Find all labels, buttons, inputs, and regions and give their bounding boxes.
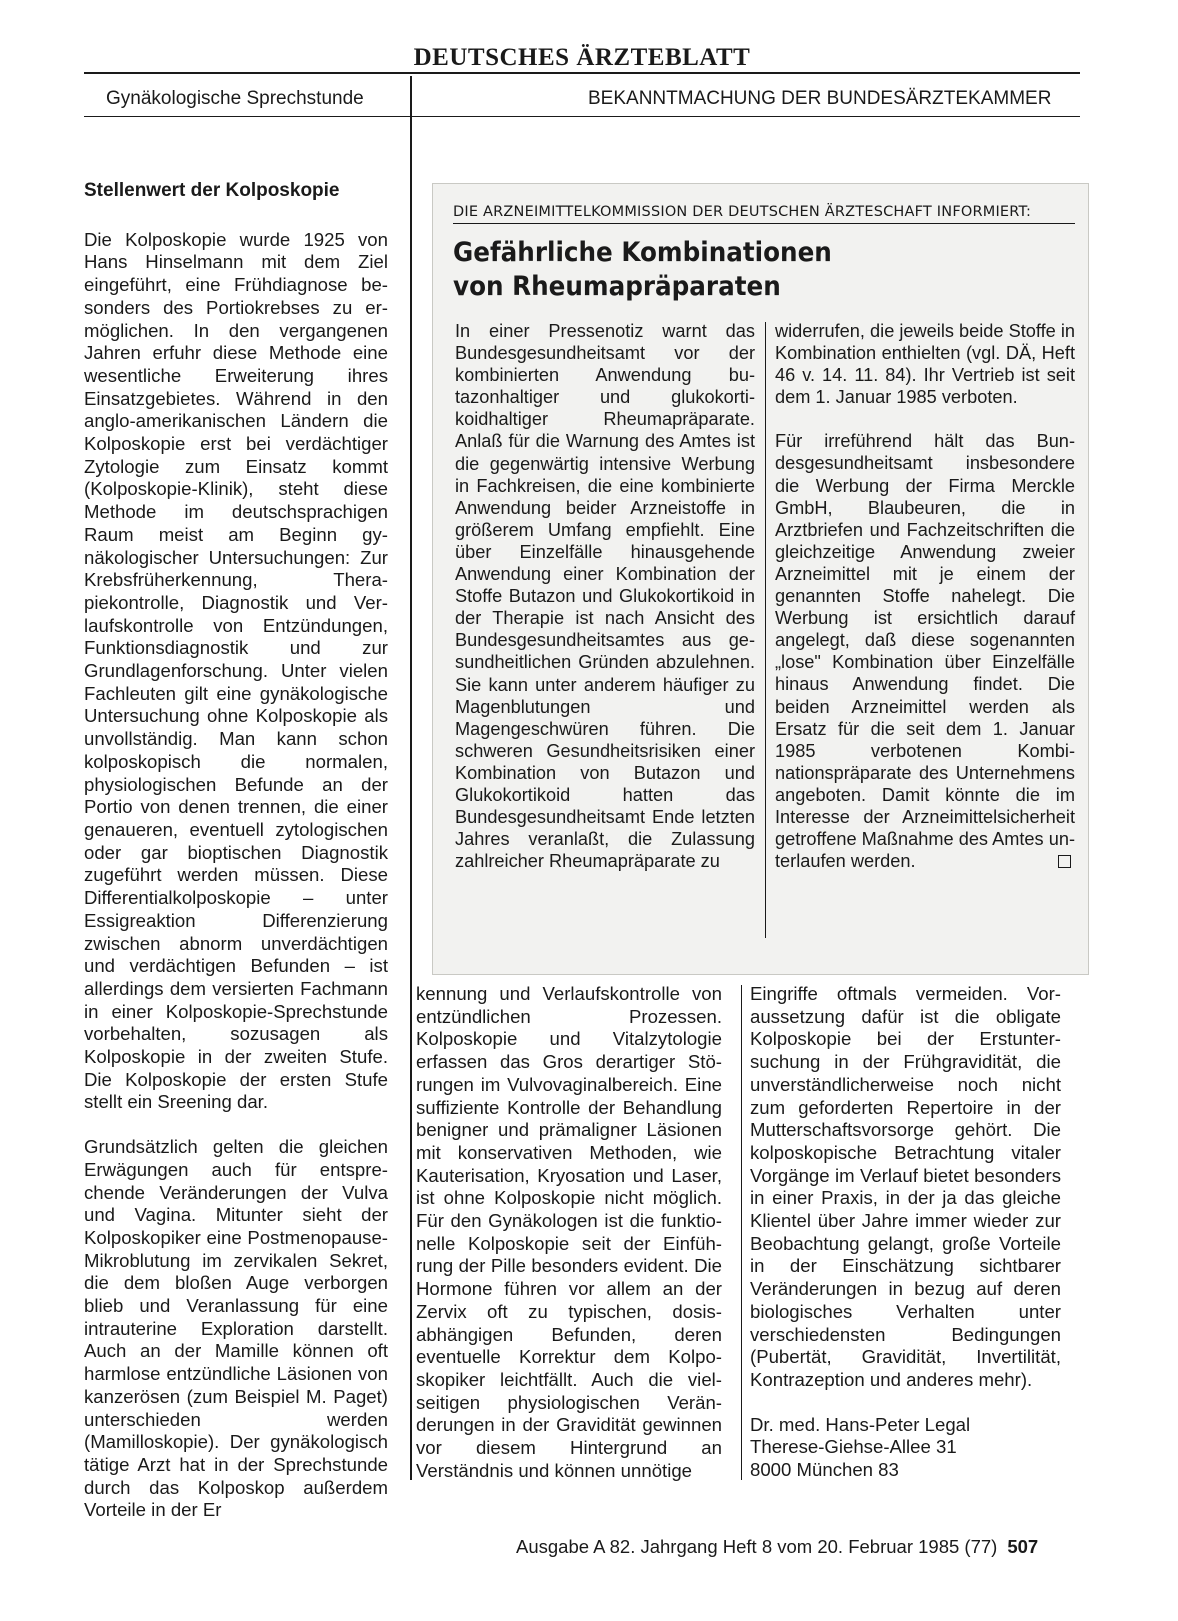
header-rule <box>84 116 1080 117</box>
left-paragraph-1: Die Kolposkopie wurde 1925 von Hans Hinselmann mit dem Ziel eingeführt, eine Frühdiagnose besonders des Portiokrebses zu ermöglichen. In den vergangenen Jahren erfuhr diese Methode eine wesentliche Erweiterung ihres Einsatzgebietes. Während in den anglo-amerikanischen Ländern die Kolposkopie erst bei verdächtiger Zytologie zum Einsatz kommt (Kolposkopie-Klinik), steht diese Methode im deutschsprachigen Raum meist am Beginn gynäkologischer Untersuchungen: Zur Krebsfrüherkennung, Therapiekontrolle, Diagnostik und Verlaufskontrolle von Entzündungen, Funktionsdiagnostik und zur Grundlagenforschung. Unter vielen Fachleuten gilt eine gynäkologische Untersuchung ohne Kolposkopie als unvollständig. Man kann schon kolposkopisch die normalen, physiologischen Befunde an der Portio von denen trennen, die einer genaueren, eventuell zytologischen oder gar bioptischen Diagnostik zugeführt werden müssen. Diese Differentialkolposkopie – unter Essigreaktion Differenzierung zwischen abnorm unverdächtigen und verdächtigen Befunden – ist allerdings dem versierten Fachmann in einer Kolposkopie-Sprechstunde vorbehalten, sozusagen als Kolposkopie in der zweiten Stufe. Die Kolposkopie der ersten Stufe stellt ein Sreening dar. <box>84 228 388 1113</box>
box-col2-paragraph-2 <box>775 430 1075 872</box>
box-title-line-2: von Rheumapräparaten <box>453 271 781 302</box>
author-name: Dr. med. Hans-Peter Legal <box>750 1413 971 1435</box>
main-column-divider <box>410 76 412 1480</box>
right-column-text: Eingriffe oftmals vermeiden. Voraussetzung dafür ist die obligate Kolposkopie bei der Erstuntersuchung in der Frühgravidität, die unverständlicherweise noch nicht zum geforderten Repertoire in der Mutterschaftsvorsorge gehört. Die kolposkopische Betrachtung vitaler Vorgänge im Verlauf bietet besonders in einer Praxis, in der ja das gleiche Klientel über Jahre immer wieder zur Beobachtung gelangt, große Vorteile in der Einschätzung sichtbarer Veränderungen in bezug auf deren biologisches Verhalten unter verschiedensten Bedingungen (Pubertät, Gravidität, Invertilität, Kontrazeption und anderes mehr). <box>750 983 1061 1390</box>
box-col2-paragraph-1: widerrufen, die jeweils beide Stoffe in Kombination enthielten (vgl. DÄ, Heft 46 v. 14. 11. 84). Ihr Vertrieb ist seit dem 1. Januar 1985 verboten. <box>775 321 1075 408</box>
author-city: 8000 München 83 <box>750 1459 899 1481</box>
box-title-line-1: Gefährliche Kombinationen <box>453 237 832 268</box>
issue-info: Ausgabe A 82. Jahrgang Heft 8 vom 20. Februar 1985 (77) <box>516 1536 998 1557</box>
masthead-rule <box>84 72 1080 74</box>
middle-column <box>416 983 722 1482</box>
masthead: DEUTSCHES ÄRZTEBLATT <box>413 44 751 71</box>
author-signature <box>750 1414 1061 1482</box>
section-heading: Stellenwert der Kolposkopie <box>84 180 340 201</box>
left-paragraph-2: Grundsätzlich gelten die gleichen Erwägungen auch für entsprechende Veränderungen der Vulva und Vagina. Mitunter sieht der Kolposkopiker eine Postmenopause-Mikroblutung im zervikalen Sekret, die dem bloßen Auge verborgen blieb und Veranlassung für eine intrauterine Exploration darstellt. Auch an der Mamille können oft harmlose entzündliche Läsionen von kanzerösen (zum Beispiel M. Paget) unterschieden werden (Mamilloskopie). Der gynäkologisch tätige Arzt hat in der Sprechstunde durch das Kolposkop außerdem Vorteile in der Er <box>84 1136 388 1521</box>
right-column <box>750 983 1061 1482</box>
end-of-article-icon <box>1058 855 1071 868</box>
middle-column-text: kennung und Verlaufskontrolle von entzündlichen Prozessen. Kolposkopie und Vitalzytologie erfassen das Gros derartiger Störungen im Vulvovaginalbereich. Eine suffiziente Kontrolle der Behandlung benigner und prämaligner Läsionen mit konservativen Methoden, wie Kauterisation, Kryosation und Laser, ist ohne Kolposkopie nicht möglich. Für den Gynäkologen ist die funktionelle Kolposkopie seit der Einführung der Pille besonders evident. Die Hormone führen vor allem an der Zervix oft zu typischen, dosisabhängigen Befunden, deren eventuelle Korrektur dem Kolposkopiker leichtfällt. Auch die vielseitigen physiologischen Veränderungen in der Gravidität gewinnen vor diesem Hintergrund an Verständnis und können unnötige <box>416 983 722 1481</box>
page-footer <box>516 1536 1038 1558</box>
box-col1-text: In einer Pressenotiz warnt das Bundesgesundheitsamt vor der kombinierten Anwendung butazonhaltiger und glukokortikoidhaltiger Rheumapräparate. Anlaß für die Warnung des Amtes ist die gegenwärtig intensive Werbung in Fachkreisen, die eine kombinierte Anwendung beider Arzneistoffe in größerem Umfang empfiehlt. Eine über Einzelfälle hinausgehende Anwendung einer Kombination der Stoffe Butazon und Glukokortikoid in der Therapie ist nach Ansicht des Bundesgesundheitsamtes aus gesundheitlichen Gründen abzulehnen. Sie kann unter anderem häufiger zu Magenblutungen und Magengeschwüren führen. Die schweren Gesundheitsrisiken einer Kombination von Butazon und Glukokortikoid hatten das Bundesgesundheitsamt Ende letzten Jahres veranlaßt, die Zulassung zahlreicher Rheumapräparate zu <box>455 321 755 872</box>
page-number: 507 <box>1007 1536 1039 1557</box>
author-street: Therese-Giehse-Allee 31 <box>750 1436 957 1458</box>
left-column <box>84 180 388 1522</box>
box-column-divider <box>765 322 766 938</box>
announcement-box <box>432 183 1089 975</box>
section-header-left: Gynäkologische Sprechstunde <box>106 88 364 109</box>
box-col2-paragraph-2-text: Für irreführend hält das Bundesgesundheitsamt insbesondere die Werbung der Firma Merckle GmbH, Blaubeuren, die in Arztbriefen und Fachzeitschriften die gleichzeitige Anwendung zweier Arzneimittel mit je einem der genannten Stoffe nahelegt. Die Werbung ist ersichtlich darauf angelegt, daß diese sogenannten „lose" Kombination über Einzelfälle hinaus Anwendung findet. Die beiden Arzneimittel werden als Ersatz für die seit dem 1. Januar 1985 verbotenen Kombinationspräparate des Unternehmens angeboten. Damit könnte die im Interesse der Arzneimittelsicherheit getroffene Maßnahme des Amtes unterlaufen werden. <box>775 431 1075 872</box>
box-column-2 <box>775 320 1075 872</box>
box-column-1 <box>455 320 755 872</box>
lower-column-divider <box>741 985 742 1480</box>
box-kicker: DIE ARZNEIMITTELKOMMISSION DER DEUTSCHEN ÄRZTESCHAFT INFORMIERT: <box>453 204 1075 224</box>
box-title <box>453 236 1030 304</box>
section-header-right: BEKANNTMACHUNG DER BUNDESÄRZTEKAMMER <box>588 88 1052 109</box>
